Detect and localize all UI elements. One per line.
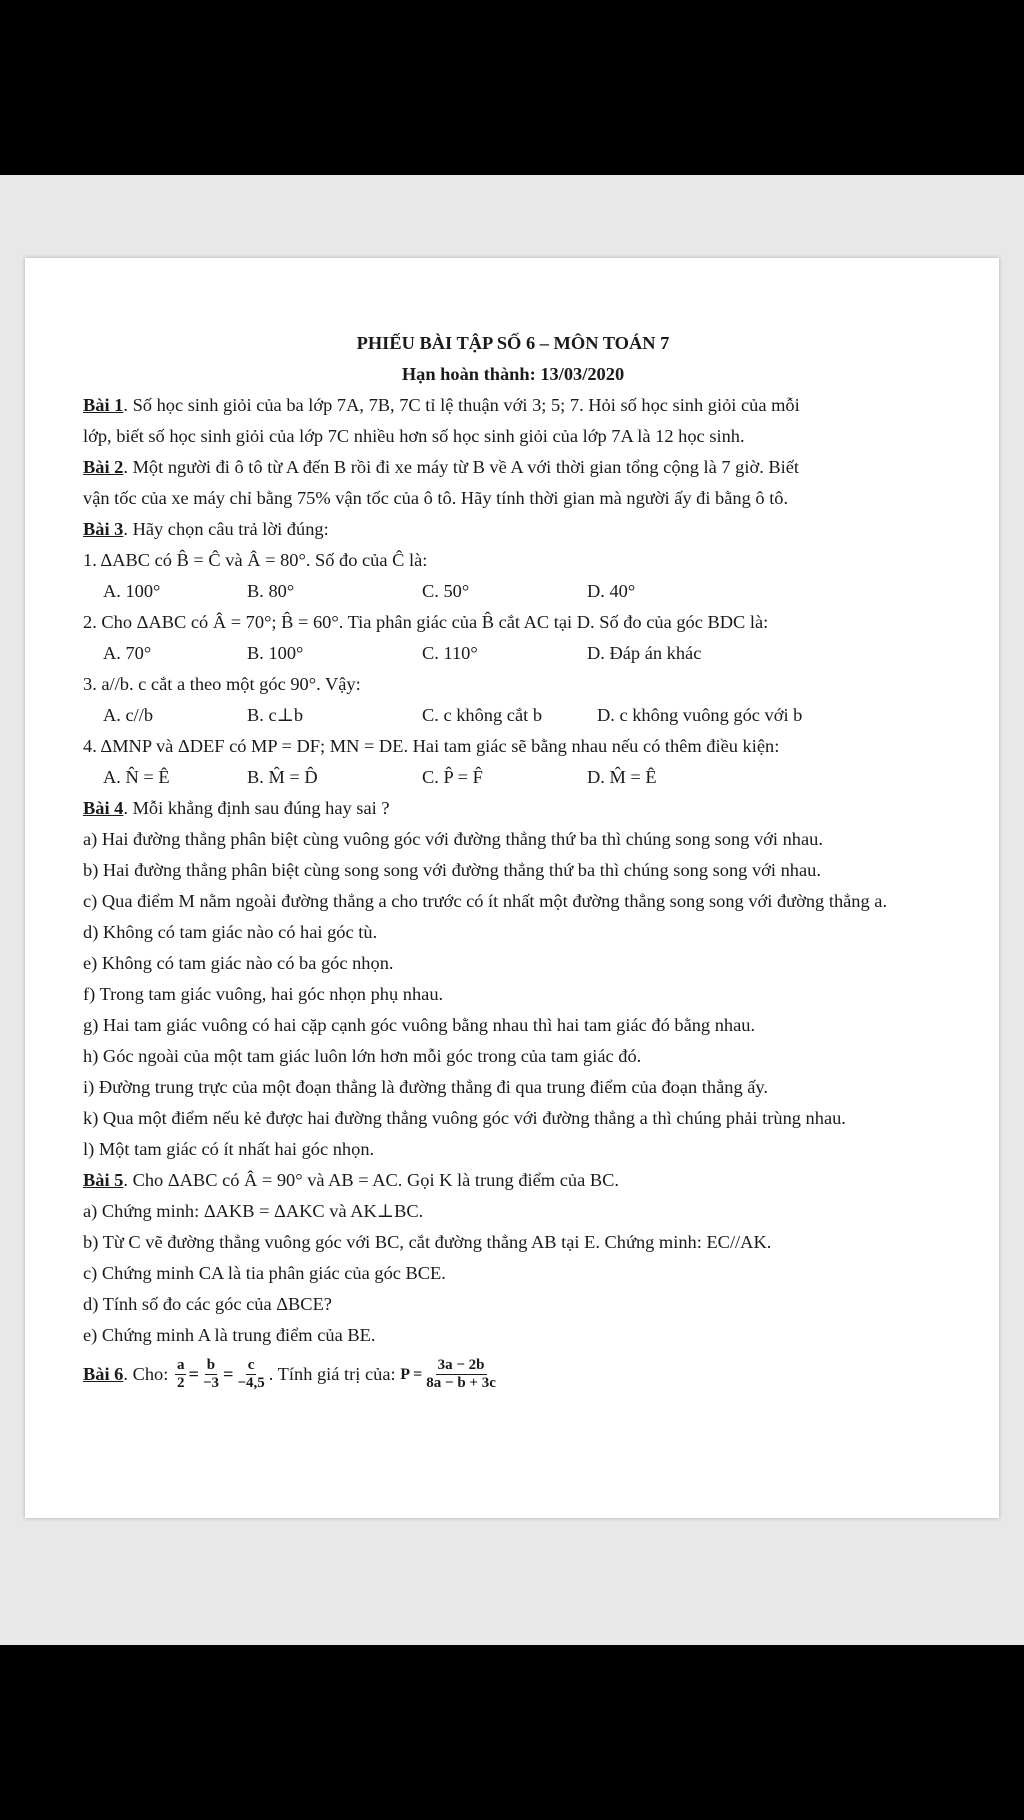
exercise-6-cho: . Cho: — [123, 1364, 169, 1384]
exercise-2 — [83, 452, 973, 483]
option: D. Đáp án khác — [587, 643, 702, 663]
option: C. P̂ = F̂ — [422, 767, 483, 787]
option: D. 40° — [587, 581, 636, 601]
exercise-3-label: Bài 3 — [83, 519, 124, 539]
numerator: b — [206, 1357, 216, 1373]
statement-d: d) Không có tam giác nào có hai góc tù. — [83, 922, 378, 942]
worksheet-content — [83, 328, 973, 1392]
exercise-1-line2: lớp, biết số học sinh giỏi của lớp 7C nhiều hơn số học sinh giỏi của lớp 7A là 12 học sinh. — [83, 426, 745, 446]
worksheet-title: PHIẾU BÀI TẬP SỐ 6 – MÔN TOÁN 7 — [356, 333, 670, 353]
statement-l: l) Một tam giác có ít nhất hai góc nhọn. — [83, 1139, 375, 1159]
p-label: P = — [400, 1366, 423, 1383]
equals: = — [223, 1364, 234, 1384]
statement-i: i) Đường trung trực của một đoạn thẳng là đường thẳng đi qua trung điểm của đoạn thẳng ấy. — [83, 1077, 769, 1097]
option: B. 80° — [247, 581, 295, 601]
option: B. c⊥b — [247, 705, 304, 725]
exercise-5 — [83, 1165, 973, 1196]
statement-e: e) Không có tam giác nào có ba góc nhọn. — [83, 953, 394, 973]
exercise-6 — [83, 1357, 973, 1392]
statement-g: g) Hai tam giác vuông có hai cặp cạnh góc vuông bằng nhau thì hai tam giác đó bằng nhau. — [83, 1015, 756, 1035]
option: D. M̂ = Ê — [587, 767, 657, 787]
option: A. 100° — [103, 581, 161, 601]
part-b: b) Từ C vẽ đường thẳng vuông góc với BC, cắt đường thẳng AB tại E. Chứng minh: EC//AK. — [83, 1232, 772, 1252]
exercise-2-line2: vận tốc của xe máy chỉ bằng 75% vận tốc của ô tô. Hãy tính thời gian mà người ấy đi bằng ô tô. — [83, 488, 789, 508]
exercise-5-intro: . Cho ΔABC có Â = 90° và AB = AC. Gọi K là trung điểm của BC. — [123, 1170, 619, 1190]
option: C. 50° — [422, 581, 470, 601]
exercise-6-label: Bài 6 — [83, 1364, 124, 1384]
option: A. c//b — [103, 705, 154, 725]
option: C. 110° — [422, 643, 478, 663]
exercise-3-intro: . Hãy chọn câu trả lời đúng: — [123, 519, 329, 539]
statement-b: b) Hai đường thẳng phân biệt cùng song song với đường thẳng thứ ba thì chúng song song với nhau. — [83, 860, 821, 880]
fraction-c — [235, 1357, 266, 1392]
exercise-1-label: Bài 1 — [83, 395, 124, 415]
exercise-2-label: Bài 2 — [83, 457, 124, 477]
option: C. c không cắt b — [422, 705, 543, 725]
statement-f: f) Trong tam giác vuông, hai góc nhọn phụ nhau. — [83, 984, 444, 1004]
question-1-options — [83, 576, 973, 607]
fraction-b — [201, 1357, 221, 1392]
option: D. c không vuông góc với b — [597, 705, 803, 725]
question-4: 4. ΔMNP và ΔDEF có MP = DF; MN = DE. Hai tam giác sẽ bằng nhau nếu có thêm điều kiện: — [83, 736, 780, 756]
exercise-4-label: Bài 4 — [83, 798, 124, 818]
question-3-options — [83, 700, 973, 731]
statement-k: k) Qua một điểm nếu kẻ được hai đường thẳng vuông góc với đường thẳng a thì chúng phải trùng nhau. — [83, 1108, 846, 1128]
exercise-1 — [83, 390, 973, 421]
fraction-a — [175, 1357, 187, 1392]
question-4-options — [83, 762, 973, 793]
part-c: c) Chứng minh CA là tia phân giác của góc BCE. — [83, 1263, 446, 1283]
part-e: e) Chứng minh A là trung điểm của BE. — [83, 1325, 376, 1345]
equals: = — [188, 1364, 199, 1384]
option: A. 70° — [103, 643, 152, 663]
exercise-5-label: Bài 5 — [83, 1170, 124, 1190]
question-2: 2. Cho ΔABC có Â = 70°; B̂ = 60°. Tia phân giác của B̂ cắt AC tại D. Số đo của góc BDC là: — [83, 612, 769, 632]
option: B. M̂ = D̂ — [247, 767, 318, 787]
exercise-6-mid: . Tính giá trị của: — [268, 1364, 396, 1384]
denominator: 8a − b + 3c — [426, 1375, 496, 1391]
exercise-1-text: . Số học sinh giỏi của ba lớp 7A, 7B, 7C tỉ lệ thuận với 3; 5; 7. Hỏi số học sinh giỏi của mỗi — [123, 395, 800, 415]
deadline: Hạn hoàn thành: 13/03/2020 — [401, 364, 625, 384]
option: A. N̂ = Ê — [103, 767, 170, 787]
fraction-p — [424, 1357, 498, 1392]
numerator: c — [247, 1357, 255, 1373]
denominator: 2 — [176, 1375, 185, 1391]
question-3: 3. a//b. c cắt a theo một góc 90°. Vậy: — [83, 674, 361, 694]
question-1: 1. ΔABC có B̂ = Ĉ và Â = 80°. Số đo của Ĉ là: — [83, 550, 428, 570]
numerator: a — [176, 1357, 185, 1373]
exercise-2-text: . Một người đi ô tô từ A đến B rồi đi xe máy từ B về A với thời gian tổng cộng là 7 giờ. Biết — [123, 457, 800, 477]
exercise-4-intro: . Mỗi khẳng định sau đúng hay sai ? — [123, 798, 390, 818]
denominator: −3 — [202, 1375, 219, 1391]
statement-h: h) Góc ngoài của một tam giác luôn lớn hơn mỗi góc trong của tam giác đó. — [83, 1046, 642, 1066]
option: B. 100° — [247, 643, 304, 663]
statement-c: c) Qua điểm M nằm ngoài đường thẳng a cho trước có ít nhất một đường thẳng song song với đường thẳng a. — [83, 891, 888, 911]
part-d: d) Tính số đo các góc của ΔBCE? — [83, 1294, 332, 1314]
worksheet-page — [25, 258, 999, 1518]
numerator: 3a − 2b — [437, 1357, 485, 1373]
statement-a: a) Hai đường thẳng phân biệt cùng vuông góc với đường thẳng thứ ba thì chúng song song với nhau. — [83, 829, 823, 849]
question-2-options — [83, 638, 973, 669]
denominator: −4,5 — [237, 1375, 265, 1391]
exercise-4 — [83, 793, 973, 824]
part-a: a) Chứng minh: ΔAKB = ΔAKC và AK⊥BC. — [83, 1201, 424, 1221]
exercise-3 — [83, 514, 973, 545]
